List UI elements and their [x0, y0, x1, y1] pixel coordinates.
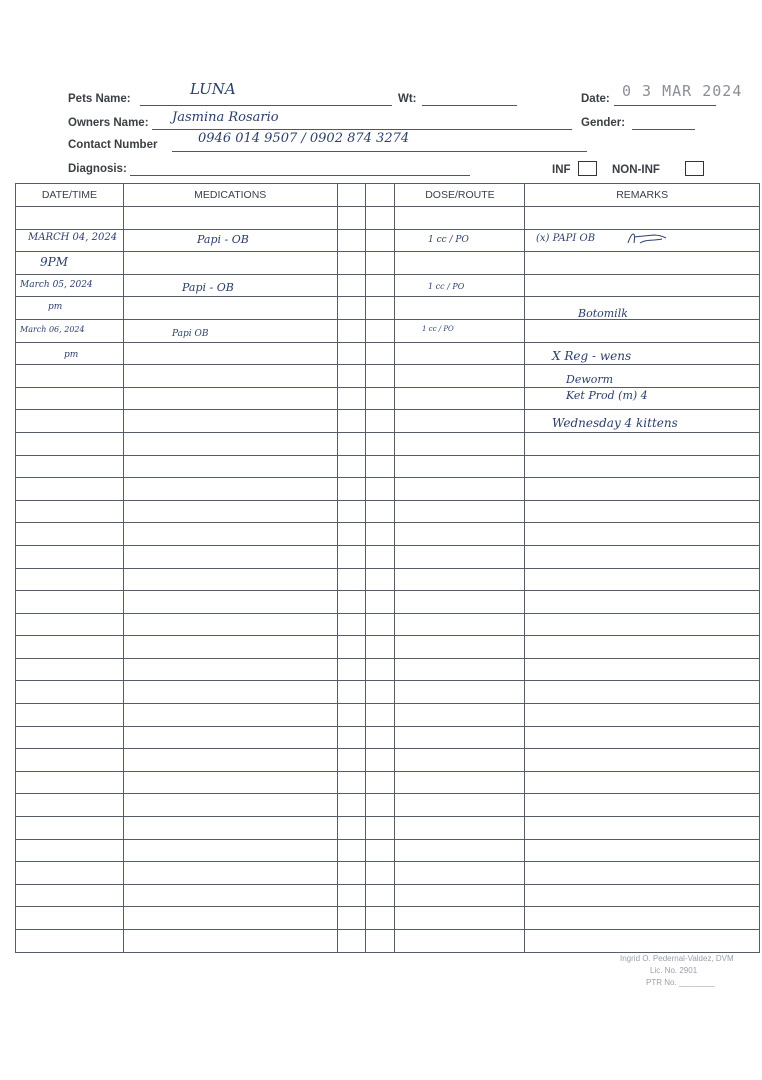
table-cell: [525, 817, 760, 840]
table-cell: [337, 410, 365, 433]
table-cell: [395, 297, 525, 320]
table-cell: [123, 297, 337, 320]
table-cell: [16, 591, 124, 614]
remark-wednesday-kittens: Wednesday 4 kittens: [552, 416, 678, 430]
table-cell: [395, 568, 525, 591]
entry-3-medication: Papi OB: [172, 329, 209, 339]
table-row: [16, 545, 760, 568]
table-cell: [525, 794, 760, 817]
table-cell: [395, 636, 525, 659]
table-row: [16, 613, 760, 636]
table-cell: [365, 771, 395, 794]
table-cell: [525, 839, 760, 862]
table-cell: [16, 500, 124, 523]
table-cell: [365, 681, 395, 704]
table-cell: [395, 432, 525, 455]
table-cell: [395, 658, 525, 681]
table-cell: [16, 613, 124, 636]
table-cell: [337, 930, 365, 953]
table-cell: [123, 884, 337, 907]
table-row: [16, 365, 760, 388]
table-cell: [365, 500, 395, 523]
table-cell: [16, 478, 124, 501]
entry-2-medication: Papi - OB: [182, 281, 234, 294]
table-cell: [123, 207, 337, 230]
pets-name-label: Pets Name:: [68, 93, 131, 105]
table-cell: [16, 839, 124, 862]
table-cell: [365, 658, 395, 681]
entry-1-remark: (x) PAPI OB: [536, 233, 596, 244]
vet-name: Ingrid O. Pedernal-Valdez, DVM: [620, 954, 734, 963]
owners-name-value: Jasmina Rosario: [172, 110, 279, 125]
table-cell: [525, 478, 760, 501]
table-cell: [525, 930, 760, 953]
table-cell: [365, 907, 395, 930]
table-cell: [337, 274, 365, 297]
table-cell: [365, 297, 395, 320]
date-label: Date:: [581, 93, 610, 105]
table-cell: [16, 658, 124, 681]
table-cell: [365, 794, 395, 817]
table-row: [16, 749, 760, 772]
table-cell: [337, 884, 365, 907]
entry-3-date: March 06, 2024: [20, 325, 85, 334]
entry-2-time: pm: [48, 302, 63, 312]
table-cell: [365, 613, 395, 636]
table-row: [16, 455, 760, 478]
table-cell: [337, 342, 365, 365]
table-cell: [123, 387, 337, 410]
table-row: [16, 884, 760, 907]
table-cell: [395, 749, 525, 772]
table-cell: [337, 749, 365, 772]
entry-1-dose: 1 cc / PO: [428, 235, 469, 245]
table-cell: [123, 636, 337, 659]
table-cell: [123, 252, 337, 275]
table-cell: [395, 817, 525, 840]
table-cell: [365, 749, 395, 772]
table-row: [16, 907, 760, 930]
table-cell: [16, 297, 124, 320]
table-cell: [525, 726, 760, 749]
table-cell: [365, 591, 395, 614]
table-cell: [16, 704, 124, 727]
table-cell: [395, 207, 525, 230]
table-cell: [525, 252, 760, 275]
header-date-time: DATE/TIME: [16, 184, 124, 207]
table-cell: [525, 432, 760, 455]
vet-license: Lic. No. 2901: [650, 966, 698, 975]
table-cell: [16, 794, 124, 817]
table-cell: [337, 252, 365, 275]
table-cell: [365, 862, 395, 885]
table-cell: [337, 591, 365, 614]
table-cell: [525, 365, 760, 388]
table-cell: [395, 862, 525, 885]
non-inf-label: NON-INF: [612, 164, 660, 176]
table-cell: [123, 839, 337, 862]
table-cell: [365, 545, 395, 568]
table-cell: [525, 658, 760, 681]
table-cell: [337, 545, 365, 568]
table-cell: [16, 930, 124, 953]
table-row: [16, 930, 760, 953]
table-cell: [525, 523, 760, 546]
table-cell: [16, 817, 124, 840]
entry-3-time: pm: [64, 350, 79, 360]
table-row: [16, 839, 760, 862]
table-cell: [365, 478, 395, 501]
table-cell: [337, 862, 365, 885]
table-cell: [365, 387, 395, 410]
table-cell: [16, 455, 124, 478]
table-cell: [123, 319, 337, 342]
diagnosis-line: [130, 175, 470, 176]
table-row: [16, 681, 760, 704]
table-cell: [123, 523, 337, 546]
table-cell: [525, 884, 760, 907]
table-cell: [123, 410, 337, 433]
table-row: [16, 771, 760, 794]
table-cell: [525, 207, 760, 230]
table-cell: [123, 771, 337, 794]
table-cell: [123, 342, 337, 365]
table-cell: [123, 545, 337, 568]
table-cell: [365, 568, 395, 591]
table-cell: [16, 365, 124, 388]
table-cell: [525, 907, 760, 930]
table-cell: [365, 930, 395, 953]
table-row: [16, 207, 760, 230]
table-row: [16, 523, 760, 546]
table-row: [16, 274, 760, 297]
table-cell: [337, 771, 365, 794]
header-dose-route: DOSE/ROUTE: [395, 184, 525, 207]
header-blank-2: [365, 184, 395, 207]
table-cell: [337, 726, 365, 749]
table-cell: [123, 591, 337, 614]
gender-line: [632, 129, 695, 130]
entry-1-date: MARCH 04, 2024: [28, 232, 118, 243]
table-cell: [525, 771, 760, 794]
inf-label: INF: [552, 164, 571, 176]
entry-2-dose: 1 cc / PO: [428, 282, 465, 291]
table-cell: [395, 252, 525, 275]
table-cell: [16, 410, 124, 433]
contact-value: 0946 014 9507 / 0902 874 3274: [198, 131, 410, 146]
table-cell: [365, 817, 395, 840]
table-cell: [395, 907, 525, 930]
medication-log-table: [15, 183, 760, 953]
table-cell: [365, 636, 395, 659]
table-cell: [337, 704, 365, 727]
table-cell: [16, 545, 124, 568]
wt-label: Wt:: [398, 93, 417, 105]
table-cell: [525, 500, 760, 523]
entry-2-date: March 05, 2024: [20, 280, 93, 290]
owners-name-line: [152, 129, 572, 130]
table-cell: [395, 771, 525, 794]
table-cell: [337, 432, 365, 455]
table-cell: [395, 523, 525, 546]
table-cell: [337, 568, 365, 591]
table-cell: [525, 319, 760, 342]
table-cell: [395, 342, 525, 365]
table-cell: [365, 365, 395, 388]
remark-botomilk: Botomilk: [578, 307, 628, 320]
table-cell: [123, 658, 337, 681]
table-cell: [123, 907, 337, 930]
table-cell: [16, 387, 124, 410]
table-cell: [337, 839, 365, 862]
table-cell: [525, 636, 760, 659]
table-cell: [365, 726, 395, 749]
table-cell: [525, 591, 760, 614]
table-row: [16, 704, 760, 727]
table-cell: [525, 568, 760, 591]
table-cell: [395, 930, 525, 953]
table-cell: [365, 342, 395, 365]
table-cell: [365, 252, 395, 275]
table-cell: [16, 771, 124, 794]
table-row: [16, 794, 760, 817]
signature-scribble: [624, 229, 670, 249]
table-cell: [123, 478, 337, 501]
table-cell: [16, 568, 124, 591]
table-cell: [395, 319, 525, 342]
table-cell: [395, 681, 525, 704]
table-cell: [395, 591, 525, 614]
table-row: [16, 568, 760, 591]
table-cell: [337, 500, 365, 523]
table-cell: [337, 319, 365, 342]
entry-1-time: 9PM: [40, 255, 68, 269]
table-cell: [337, 365, 365, 388]
table-cell: [525, 613, 760, 636]
table-header-row: [16, 184, 760, 207]
table-cell: [365, 704, 395, 727]
table-cell: [123, 930, 337, 953]
table-row: [16, 500, 760, 523]
table-cell: [365, 229, 395, 252]
date-line: [614, 105, 716, 106]
table-cell: [395, 884, 525, 907]
table-cell: [123, 726, 337, 749]
table-cell: [337, 636, 365, 659]
table-cell: [16, 726, 124, 749]
table-cell: [337, 523, 365, 546]
table-row: [16, 636, 760, 659]
table-row: [16, 862, 760, 885]
header-remarks: REMARKS: [525, 184, 760, 207]
table-cell: [525, 862, 760, 885]
diagnosis-label: Diagnosis:: [68, 163, 127, 175]
header-medications: MEDICATIONS: [123, 184, 337, 207]
table-cell: [337, 817, 365, 840]
table-cell: [525, 749, 760, 772]
table-cell: [337, 613, 365, 636]
table-cell: [395, 478, 525, 501]
table-cell: [525, 704, 760, 727]
table-cell: [395, 794, 525, 817]
table-cell: [365, 274, 395, 297]
table-cell: [395, 365, 525, 388]
vet-ptr: PTR No. ________: [646, 978, 715, 987]
table-cell: [365, 455, 395, 478]
table-cell: [16, 432, 124, 455]
table-cell: [365, 207, 395, 230]
entry-3-dose: 1 cc / PO: [422, 325, 454, 333]
pets-name-line: [140, 105, 392, 106]
wt-line: [422, 105, 517, 106]
header-blank-1: [337, 184, 365, 207]
table-cell: [395, 726, 525, 749]
table-cell: [525, 297, 760, 320]
table-cell: [525, 545, 760, 568]
gender-label: Gender:: [581, 117, 626, 129]
table-cell: [337, 297, 365, 320]
table-cell: [16, 636, 124, 659]
table-cell: [525, 681, 760, 704]
table-cell: [123, 704, 337, 727]
entry-1-medication: Papi - OB: [197, 233, 249, 246]
table-cell: [123, 613, 337, 636]
table-cell: [123, 500, 337, 523]
table-row: [16, 591, 760, 614]
table-cell: [395, 410, 525, 433]
table-cell: [395, 500, 525, 523]
table-cell: [525, 455, 760, 478]
table-cell: [16, 681, 124, 704]
non-inf-checkbox[interactable]: [685, 161, 704, 176]
table-row: [16, 432, 760, 455]
remark-ket-prod: Ket Prod (m) 4: [566, 389, 648, 402]
table-cell: [365, 884, 395, 907]
remark-deworm: Deworm: [566, 373, 614, 386]
table-cell: [123, 794, 337, 817]
table-row: [16, 478, 760, 501]
table-cell: [16, 862, 124, 885]
table-row: [16, 297, 760, 320]
table-cell: [395, 613, 525, 636]
table-row: [16, 817, 760, 840]
table-cell: [395, 387, 525, 410]
table-cell: [395, 455, 525, 478]
table-cell: [337, 658, 365, 681]
table-row: [16, 319, 760, 342]
table-cell: [123, 568, 337, 591]
table-cell: [123, 749, 337, 772]
table-cell: [123, 862, 337, 885]
table-cell: [16, 907, 124, 930]
table-cell: [365, 410, 395, 433]
table-cell: [525, 274, 760, 297]
inf-checkbox[interactable]: [578, 161, 597, 176]
table-cell: [337, 455, 365, 478]
table-body: [16, 207, 760, 953]
table-cell: [337, 681, 365, 704]
pets-name-value: LUNA: [190, 80, 236, 98]
table-cell: [123, 432, 337, 455]
date-stamp: 0 3 MAR 2024: [622, 82, 743, 100]
table-cell: [365, 432, 395, 455]
table-cell: [365, 523, 395, 546]
table-cell: [16, 749, 124, 772]
owners-name-label: Owners Name:: [68, 117, 149, 129]
table-cell: [16, 884, 124, 907]
table-cell: [365, 319, 395, 342]
table-cell: [395, 704, 525, 727]
table-cell: [16, 252, 124, 275]
table-cell: [337, 207, 365, 230]
table-cell: [337, 907, 365, 930]
table-cell: [337, 478, 365, 501]
table-cell: [365, 839, 395, 862]
table-cell: [337, 387, 365, 410]
table-cell: [123, 681, 337, 704]
table-cell: [395, 839, 525, 862]
table-cell: [337, 229, 365, 252]
table-row: [16, 726, 760, 749]
remark-reg-wens: X Reg - wens: [552, 349, 632, 363]
table-cell: [16, 207, 124, 230]
table-cell: [16, 523, 124, 546]
table-cell: [337, 794, 365, 817]
table-row: [16, 342, 760, 365]
table-cell: [123, 817, 337, 840]
table-row: [16, 252, 760, 275]
table-cell: [123, 455, 337, 478]
table-cell: [123, 365, 337, 388]
table-cell: [395, 545, 525, 568]
contact-label: Contact Number: [68, 139, 158, 151]
contact-line: [172, 151, 587, 152]
table-row: [16, 658, 760, 681]
